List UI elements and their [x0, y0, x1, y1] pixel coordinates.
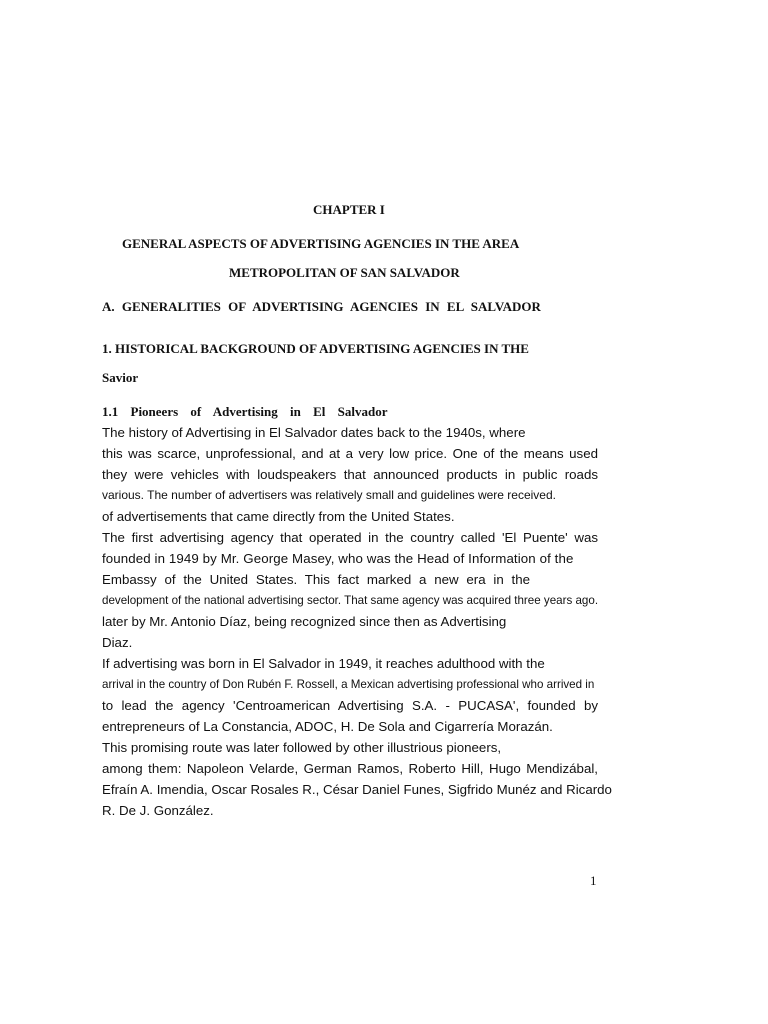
body-line: The first advertising agency that operated in the country called 'El Puente' was: [102, 530, 598, 545]
body-line: If advertising was born in El Salvador in 1949, it reaches adulthood with the: [102, 656, 545, 671]
body-line: of advertisements that came directly from the United States.: [102, 509, 455, 524]
body-line: various. The number of advertisers was relatively small and guidelines were received.: [102, 488, 556, 502]
body-line: founded in 1949 by Mr. George Masey, who was the Head of Information of the: [102, 551, 574, 566]
body-line: they were vehicles with loudspeakers that announced products in public roads: [102, 467, 598, 482]
chapter-label: CHAPTER I: [313, 202, 385, 217]
subsection-heading: 1.1 Pioneers of Advertising in El Salvador: [102, 404, 388, 419]
chapter-title-line-1: GENERAL ASPECTS OF ADVERTISING AGENCIES IN THE AREA: [122, 236, 520, 251]
body-line: development of the national advertising sector. That same agency was acquired three years ago.: [102, 594, 599, 607]
chapter-title-line-2: METROPOLITAN OF SAN SALVADOR: [229, 265, 460, 280]
section-1-heading-line-1: 1. HISTORICAL BACKGROUND OF ADVERTISING AGENCIES IN THE: [102, 341, 529, 356]
body-line: Embassy of the United States. This fact marked a new era in the: [102, 572, 530, 587]
body-line: arrival in the country of Don Rubén F. Rossell, a Mexican advertising professional who arrived in: [102, 678, 595, 691]
body-line: to lead the agency 'Centroamerican Advertising S.A. - PUCASA', founded by: [102, 698, 598, 713]
body-line: The history of Advertising in El Salvador dates back to the 1940s, where: [102, 425, 526, 440]
body-line: among them: Napoleon Velarde, German Ramos, Roberto Hill, Hugo Mendizábal,: [102, 761, 598, 776]
body-line: Efraín A. Imendia, Oscar Rosales R., César Daniel Funes, Sigfrido Munéz and Ricardo: [102, 782, 612, 797]
page-number: 1: [590, 873, 597, 888]
body-line: This promising route was later followed by other illustrious pioneers,: [102, 740, 502, 755]
section-1-heading-line-2: Savior: [102, 370, 139, 385]
body-line: Diaz.: [102, 635, 133, 650]
body-line: this was scarce, unprofessional, and at a very low price. One of the means used: [102, 446, 598, 461]
body-line: entrepreneurs of La Constancia, ADOC, H. De Sola and Cigarrería Morazán.: [102, 719, 553, 734]
body-line: later by Mr. Antonio Díaz, being recognized since then as Advertising: [102, 614, 507, 629]
section-a-heading: A. GENERALITIES OF ADVERTISING AGENCIES IN EL SALVADOR: [102, 299, 541, 314]
body-line: R. De J. González.: [102, 803, 214, 818]
